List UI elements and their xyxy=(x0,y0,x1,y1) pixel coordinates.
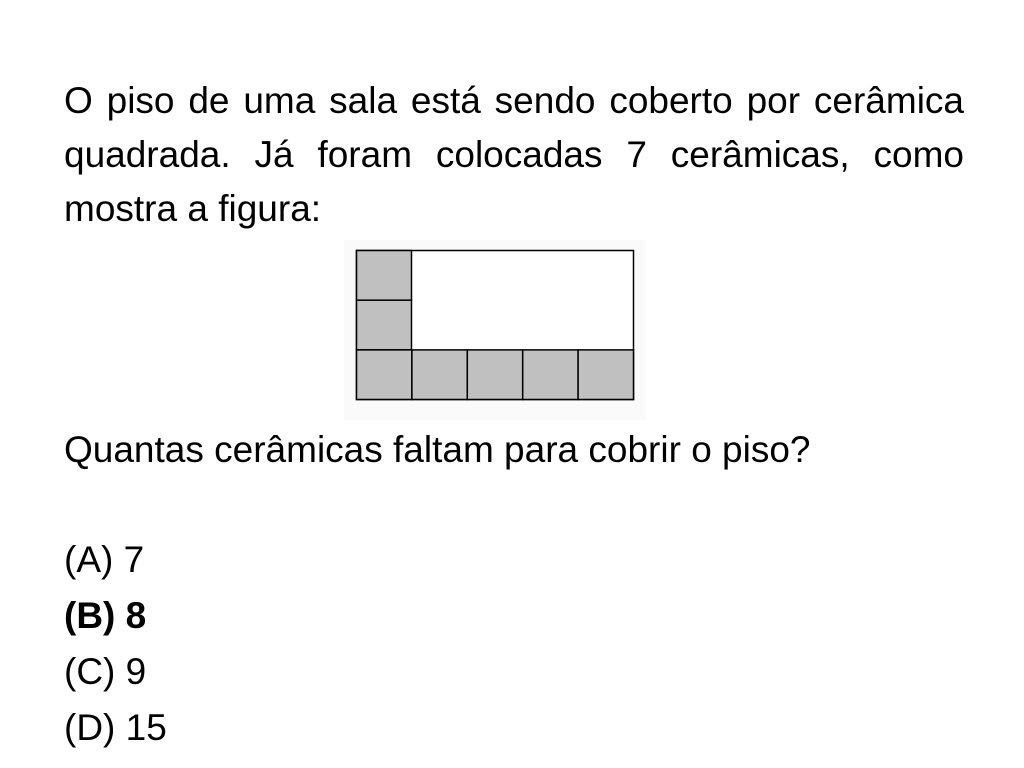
floor-figure xyxy=(344,240,646,420)
tile xyxy=(523,350,578,400)
tile xyxy=(357,300,412,350)
answer-options xyxy=(64,532,167,756)
tile xyxy=(357,251,412,301)
tile xyxy=(357,350,412,400)
tile xyxy=(412,350,467,400)
option-c: (C) 9 xyxy=(64,651,147,692)
option-d: (D) 15 xyxy=(64,707,167,748)
floor-tiles-diagram xyxy=(344,240,646,420)
question-statement: O piso de uma sala está sendo coberto por cerâmica quadrada. Já foram colocadas 7 cerâmicas, como mostra a figura: xyxy=(64,80,964,229)
question-prompt: Quantas cerâmicas faltam para cobrir o piso? xyxy=(64,429,811,470)
tile xyxy=(467,350,522,400)
option-b: (B) 8 xyxy=(64,595,147,636)
option-a: (A) 7 xyxy=(64,539,145,580)
tile xyxy=(578,350,633,400)
